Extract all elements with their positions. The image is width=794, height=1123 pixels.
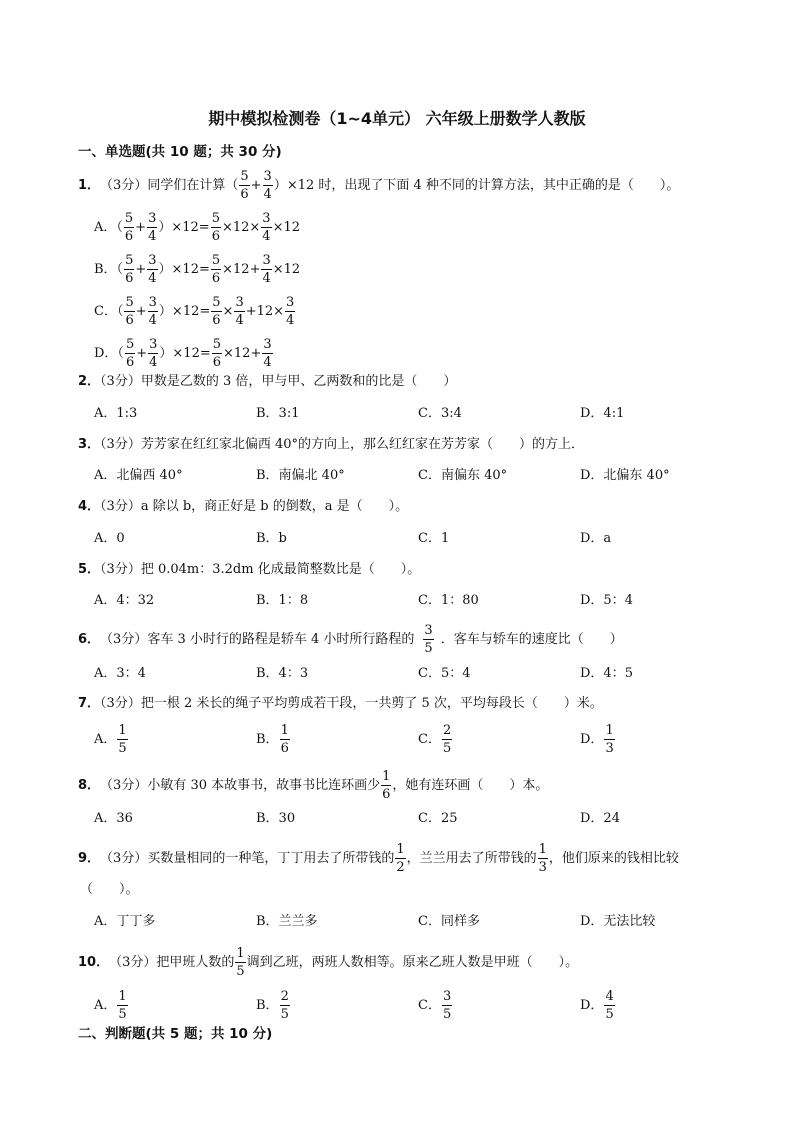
option-a[interactable]: A． $\frac{1}{5}$	[94, 989, 127, 1022]
option-d[interactable]: D．4:1	[580, 406, 625, 421]
option-a[interactable]: A．0	[94, 531, 125, 546]
option-d[interactable]: D．（ $\frac{5}{6}$ + $\frac{3}{4}$ ）×12= $\frac{5}{6}$ ×12+ $\frac{3}{4}$	[94, 337, 272, 370]
option-b[interactable]: B．兰兰多	[256, 914, 318, 929]
question-5: 5．（3分）把 0.04m：3.2dm 化成最简整数比是（ ）。	[78, 562, 421, 577]
page-title: 期中模拟检测卷（1~4单元） 六年级上册数学人教版	[208, 109, 586, 128]
fraction: $\frac{1}{3}$	[538, 842, 547, 875]
option-d[interactable]: D．北偏东 40°	[580, 468, 670, 483]
option-a[interactable]: A．1:3	[94, 406, 138, 421]
question-8: 8． （3分） 小敏有 30 本故事书，故事书比连环画少 $\frac{1}{6}$ ，她有连环画（ ）本。	[78, 769, 549, 802]
option-a[interactable]: A． $\frac{1}{5}$	[94, 723, 127, 756]
option-b[interactable]: B．（ $\frac{5}{6}$ + $\frac{3}{4}$ ）×12= $\frac{5}{6}$ ×12+ $\frac{3}{4}$ ×12	[94, 253, 301, 286]
question-9-continuation: （ ）。	[80, 882, 139, 897]
option-c[interactable]: C．南偏东 40°	[418, 468, 508, 483]
section-heading-single-choice: 一、单选题(共 10 题；共 30 分)	[78, 144, 282, 160]
question-9: 9． （3分） 买数量相同的一种笔，丁丁用去了所带钱的 $\frac{1}{2}$ ，兰兰用去了所带钱的 $\frac{1}{3}$ ，他们原来的钱相比较	[78, 842, 679, 875]
fraction: $\frac{1}{2}$	[396, 842, 405, 875]
question-3: 3．（3分）芳芳家在红红家北偏西 40°的方向上，那么红红家在芳芳家（ ）的方上．	[78, 437, 585, 452]
option-d[interactable]: D．4：5	[580, 666, 633, 681]
question-score: （3分）	[100, 177, 148, 193]
option-d[interactable]: D．5：4	[580, 593, 633, 608]
option-b[interactable]: B．1：8	[256, 593, 309, 608]
option-a[interactable]: A．北偏西 40°	[94, 468, 183, 483]
fraction: $\frac{3}{4}$	[263, 169, 272, 202]
option-c[interactable]: C．25	[418, 811, 458, 826]
fraction: $\frac{3}{4}$	[149, 337, 158, 370]
option-c[interactable]: C．5：4	[418, 666, 471, 681]
option-d[interactable]: D．无法比较	[580, 914, 656, 929]
option-a[interactable]: A．4：32	[94, 593, 155, 608]
fraction: $\frac{3}{5}$	[442, 989, 452, 1022]
fraction: $\frac{1}{6}$	[382, 769, 391, 802]
fraction: $\frac{1}{5}$	[236, 946, 245, 979]
option-c[interactable]: C．同样多	[418, 914, 480, 929]
fraction: $\frac{3}{4}$	[263, 337, 272, 370]
option-d[interactable]: D． $\frac{1}{3}$	[580, 723, 614, 756]
option-a[interactable]: A．丁丁多	[94, 914, 156, 929]
option-a[interactable]: A．3：4	[94, 666, 146, 681]
fraction: $\frac{3}{4}$	[148, 295, 157, 328]
question-6: 6． （3分） 客车 3 小时行的路程是轿车 4 小时所行路程的 $\frac{3}{5}$ ．客车与轿车的速度比（ ）	[78, 623, 623, 656]
question-7: 7．（3分）把一根 2 米长的绳子平均剪成若干段，一共剪了 5 次，平均每段长（ ）米。	[78, 696, 603, 711]
fraction: $\frac{5}{6}$	[125, 337, 135, 370]
option-b[interactable]: B．30	[256, 811, 296, 826]
option-b[interactable]: B．南偏北 40°	[256, 468, 345, 483]
section-heading-true-false: 二、判断题(共 5 题；共 10 分)	[78, 1026, 273, 1042]
option-b[interactable]: B．b	[256, 531, 287, 546]
fraction: $\frac{3}{4}$	[235, 295, 244, 328]
option-a[interactable]: A．36	[94, 811, 133, 826]
question-number: 1．	[78, 177, 101, 193]
fraction: $\frac{3}{5}$	[424, 623, 433, 656]
fraction: $\frac{3}{4}$	[286, 295, 295, 328]
fraction: $\frac{1}{5}$	[118, 989, 127, 1022]
option-b[interactable]: B． $\frac{1}{6}$	[256, 723, 289, 756]
fraction: $\frac{3}{4}$	[148, 253, 157, 286]
fraction: $\frac{5}{6}$	[124, 211, 134, 244]
option-c[interactable]: C． $\frac{3}{5}$	[418, 989, 452, 1022]
option-c[interactable]: C．（ $\frac{5}{6}$ + $\frac{3}{4}$ ）×12= $\frac{5}{6}$ × $\frac{3}{4}$ +12× $\frac{3}{4}$	[94, 295, 295, 328]
fraction: $\frac{5}{6}$	[211, 211, 220, 244]
option-b[interactable]: B． $\frac{2}{5}$	[256, 989, 289, 1022]
option-d[interactable]: D．24	[580, 811, 620, 826]
option-d[interactable]: D． $\frac{4}{5}$	[580, 989, 614, 1022]
question-text: ）×12 时，出现了下面 4 种不同的计算方法，其中正确的是（ ）。	[273, 177, 680, 193]
option-c[interactable]: C． $\frac{2}{5}$	[418, 723, 452, 756]
fraction: $\frac{2}{5}$	[280, 989, 289, 1022]
question-10: 10． （3分） 把甲班人数的 $\frac{1}{5}$ 调到乙班，两班人数相等。原来乙班人数是甲班（ ）。	[78, 946, 579, 979]
question-2: 2．（3分）甲数是乙数的 3 倍，甲与甲、乙两数和的比是（ ）	[78, 374, 457, 389]
option-c[interactable]: C．1	[418, 531, 450, 546]
fraction: $\frac{4}{5}$	[605, 989, 614, 1022]
fraction: $\frac{3}{4}$	[262, 253, 271, 286]
fraction: $\frac{5}{6}$	[212, 337, 222, 370]
fraction: $\frac{5}{6}$	[211, 253, 221, 286]
option-c[interactable]: C．1：80	[418, 593, 479, 608]
question-4: 4．（3分）a 除以 b，商正好是 b 的倒数，a 是（ ）。	[78, 499, 409, 514]
fraction: $\frac{5}{6}$	[240, 169, 249, 202]
fraction: $\frac{5}{6}$	[125, 295, 134, 328]
fraction: $\frac{3}{4}$	[262, 211, 271, 244]
fraction: $\frac{1}{3}$	[605, 723, 614, 756]
fraction: $\frac{1}{6}$	[280, 723, 289, 756]
question-text: 同学们在计算（	[147, 177, 239, 193]
option-b[interactable]: B．4：3	[256, 666, 309, 681]
question-1: 1． （3分） 同学们在计算（ $\frac{5}{6}$ + $\frac{3}{4}$ ）×12 时，出现了下面 4 种不同的计算方法，其中正确的是（ ）。	[78, 169, 680, 202]
fraction: $\frac{1}{5}$	[118, 723, 127, 756]
fraction: $\frac{5}{6}$	[125, 253, 134, 286]
option-b[interactable]: B．3:1	[256, 406, 300, 421]
fraction: $\frac{2}{5}$	[442, 723, 452, 756]
option-a[interactable]: A．（ $\frac{5}{6}$ + $\frac{3}{4}$ ）×12= $\frac{5}{6}$ ×12× $\frac{3}{4}$ ×12	[94, 211, 301, 244]
fraction: $\frac{5}{6}$	[212, 295, 221, 328]
fraction: $\frac{3}{4}$	[148, 211, 157, 244]
option-d[interactable]: D．a	[580, 531, 612, 546]
option-c[interactable]: C．3:4	[418, 406, 462, 421]
